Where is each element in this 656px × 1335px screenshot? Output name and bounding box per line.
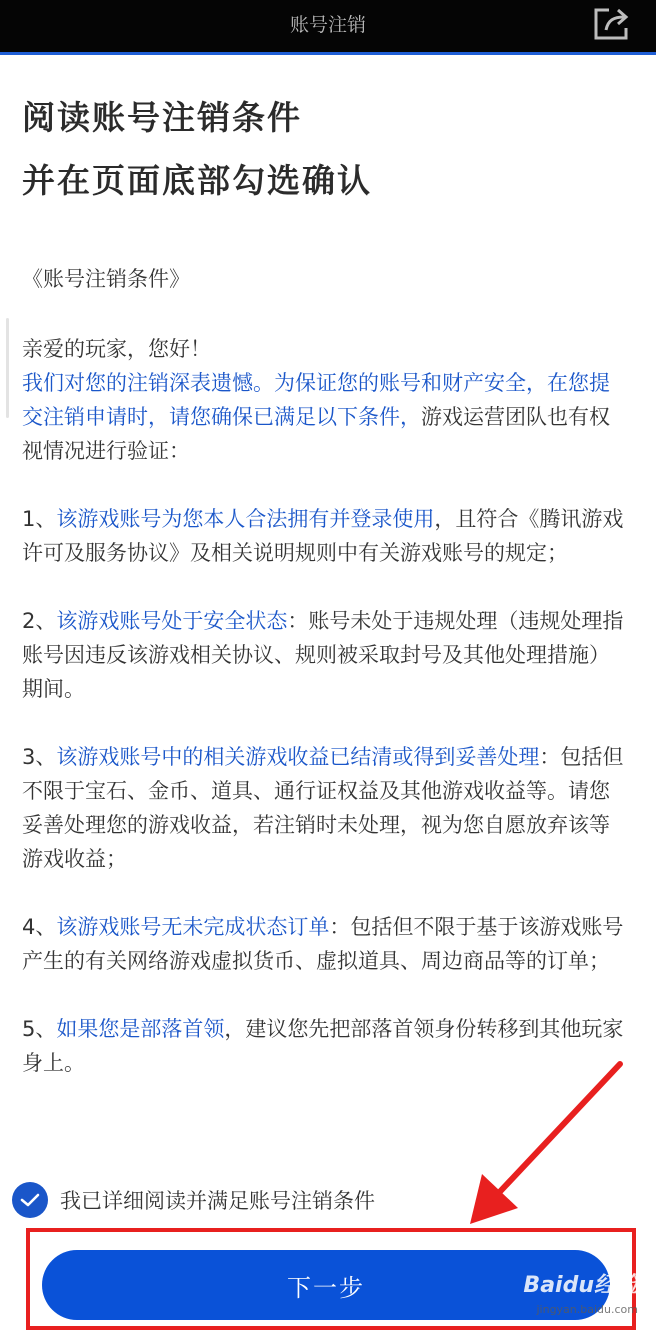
intro-paragraph: [22, 366, 630, 468]
condition-2-highlight: 该游戏账号处于安全状态: [56, 609, 288, 633]
scroll-indicator[interactable]: [6, 318, 9, 418]
condition-5: 5、如果您是部落首领，建议您先把部落首领身份转移到其他玩家身上。: [22, 1017, 624, 1075]
condition-4: 4、该游戏账号无未完成状态订单：包括但不限于基于该游戏账号产生的有关网络游戏虚拟货币、虚拟道具、周边商品等的订单；: [22, 915, 624, 973]
condition-2: 2、该游戏账号处于安全状态：账号未处于违规处理（违规处理指账号因违反该游戏相关协议、规则被采取封号及其他处理措施）期间。: [22, 609, 624, 701]
intro-highlight: 我们对您的注销深表遗憾。为保证您的账号和财产安全，在您提交注销申请时，请您确保已满足以下条件，: [22, 371, 610, 429]
annotation-arrow-icon: [460, 1058, 630, 1228]
condition-1: 1、该游戏账号为您本人合法拥有并登录使用，且符合《腾讯游戏许可及服务协议》及相关说明规则中有关游戏账号的规定；: [22, 507, 624, 565]
doc-title: 《账号注销条件》: [22, 267, 190, 291]
intro-rest: 游戏运营团队也有权视情况进行验证：: [22, 405, 610, 463]
next-step-button[interactable]: 下一步: [42, 1250, 610, 1320]
heading-line-1: 阅读账号注销条件: [22, 98, 302, 137]
condition-3-highlight: 该游戏账号中的相关游戏收益已结清或得到妥善处理: [56, 745, 540, 769]
agreement-label[interactable]: 我已详细阅读并满足账号注销条件: [60, 1189, 375, 1213]
terms-content[interactable]: [22, 262, 630, 1152]
checkmark-icon: [20, 1192, 40, 1208]
heading-line-2: 并在页面底部勾选确认: [22, 161, 372, 200]
greeting: 亲爱的玩家，您好！: [22, 337, 211, 361]
condition-1-highlight: 该游戏账号为您本人合法拥有并登录使用: [56, 507, 435, 531]
condition-5-highlight: 如果您是部落首领: [56, 1017, 225, 1041]
agreement-checkbox[interactable]: [12, 1182, 48, 1218]
condition-3: 3、该游戏账号中的相关游戏收益已结清或得到妥善处理：包括但不限于宝石、金币、道具、通行证权益及其他游戏收益等。请您妥善处理您的游戏收益，若注销时未处理，视为您自愿放弃该等游戏收益；: [22, 745, 624, 871]
condition-4-highlight: 该游戏账号无未完成状态订单: [56, 915, 330, 939]
watermark: [523, 1268, 638, 1316]
page-title: 账号注销: [289, 14, 366, 36]
share-icon[interactable]: [592, 6, 632, 42]
top-bar: [0, 0, 656, 55]
watermark-url: jingyan.baidu.com: [536, 1303, 638, 1316]
watermark-logo: Baidu经验: [523, 1273, 638, 1298]
agreement-row[interactable]: [12, 1180, 375, 1220]
